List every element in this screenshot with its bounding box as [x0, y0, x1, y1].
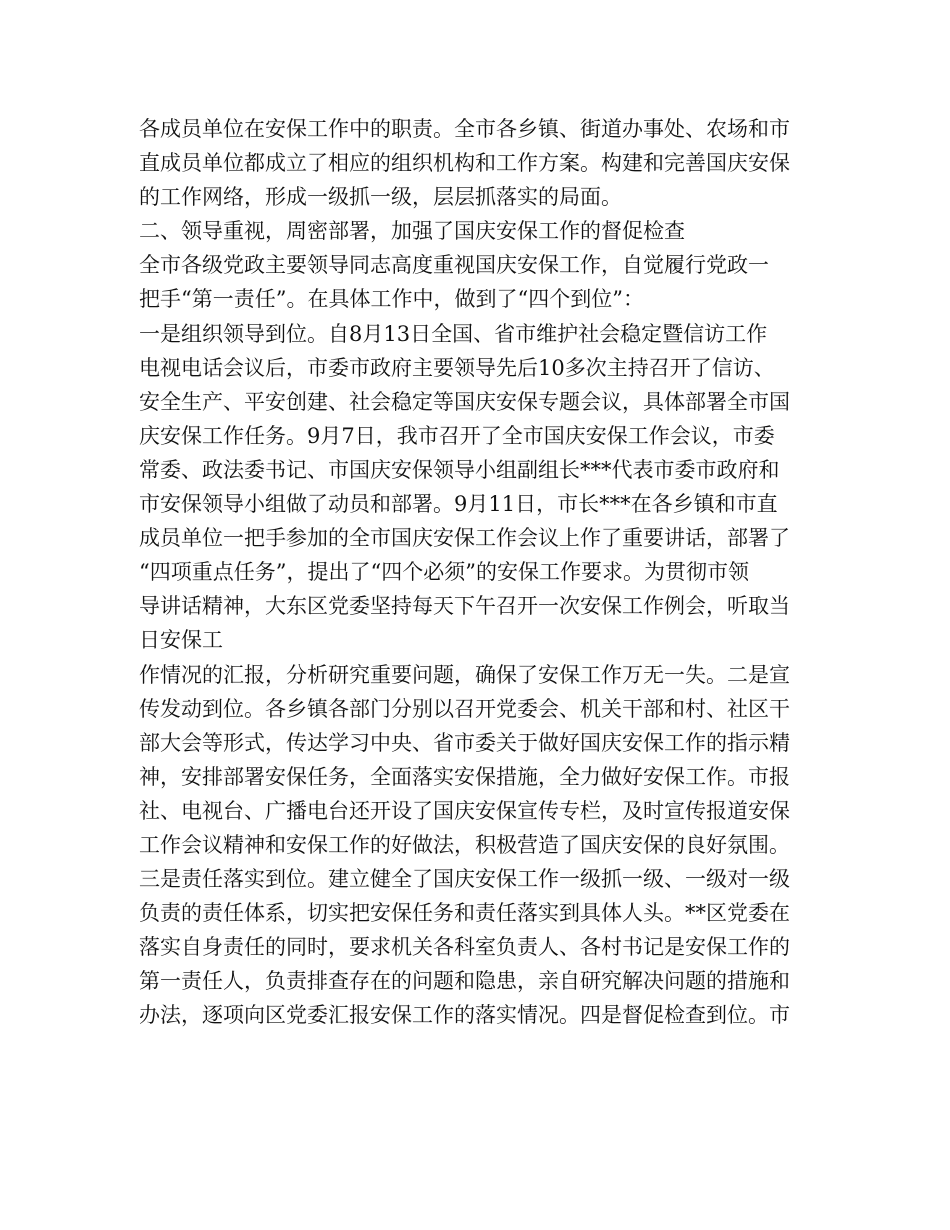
text-line: 导讲话精神，大东区党委坚持每天下午召开一次安保工作例会，听取当 [139, 594, 790, 619]
text-line: 庆安保工作任务。9月7日，我市召开了全市国庆安保工作会议，市委 [139, 423, 775, 448]
text-line: 各成员单位在安保工作中的职责。全市各乡镇、街道办事处、农场和市 [139, 117, 790, 141]
text-line: 二、领导重视，周密部署，加强了国庆安保工作的督促检查 [139, 219, 685, 244]
text-line: 日安保工 [139, 628, 223, 653]
text-line: 成员单位一把手参加的全市国庆安保工作会议上作了重要讲话，部署了 [139, 526, 790, 551]
text-line: 电视电话会议后，市委市政府主要领导先后10多次主持召开了信访、 [139, 355, 775, 380]
text-line: 办法，逐项向区党委汇报安保工作的落实情况。四是督促检查到位。市 [139, 1003, 790, 1028]
text-line: 把手“第一责任”。在具体工作中，做到了“四个到位”： [139, 287, 644, 312]
text-line: 负责的责任体系，切实把安保任务和责任落实到具体人头。**区党委在 [139, 901, 790, 926]
text-line: 全市各级党政主要领导同志高度重视国庆安保工作，自觉履行党政一 [139, 253, 769, 278]
text-line: 常委、政法委书记、市国庆安保领导小组副组长***代表市委市政府和 [139, 457, 780, 482]
body-text [139, 112, 819, 1033]
text-line: “四项重点任务”，提出了“四个必须”的安保工作要求。为贯彻市领 [139, 560, 749, 585]
text-line: 一是组织领导到位。自8月13日全国、省市维护社会稳定暨信访工作 [139, 321, 768, 346]
text-line: 工作会议精神和安保工作的好做法，积极营造了国庆安保的良好氛围。 [139, 832, 790, 857]
text-line: 的工作网络，形成一级抓一级，层层抓落实的局面。 [139, 185, 622, 210]
text-line: 安全生产、平安创建、社会稳定等国庆安保专题会议，具体部署全市国 [139, 389, 790, 414]
text-line: 神，安排部署安保任务，全面落实安保措施，全力做好安保工作。市报 [139, 764, 790, 789]
text-line: 社、电视台、广播电台还开设了国庆安保宣传专栏，及时宣传报道安保 [139, 798, 790, 823]
text-line: 部大会等形式，传达学习中央、省市委关于做好国庆安保工作的指示精 [139, 730, 790, 755]
text-line: 第一责任人，负责排查存在的问题和隐患，亲自研究解决问题的措施和 [139, 969, 790, 994]
text-line: 作情况的汇报，分析研究重要问题，确保了安保工作万无一失。二是宣 [139, 662, 790, 687]
text-line: 落实自身责任的同时，要求机关各科室负责人、各村书记是安保工作的 [139, 935, 790, 960]
text-line: 直成员单位都成立了相应的组织机构和工作方案。构建和完善国庆安保 [139, 151, 790, 176]
text-line: 市安保领导小组做了动员和部署。9月11日，市长***在各乡镇和市直 [139, 492, 778, 517]
text-line: 传发动到位。各乡镇各部门分别以召开党委会、机关干部和村、社区干 [139, 696, 790, 721]
text-line: 三是责任落实到位。建立健全了国庆安保工作一级抓一级、一级对一级 [139, 867, 790, 892]
